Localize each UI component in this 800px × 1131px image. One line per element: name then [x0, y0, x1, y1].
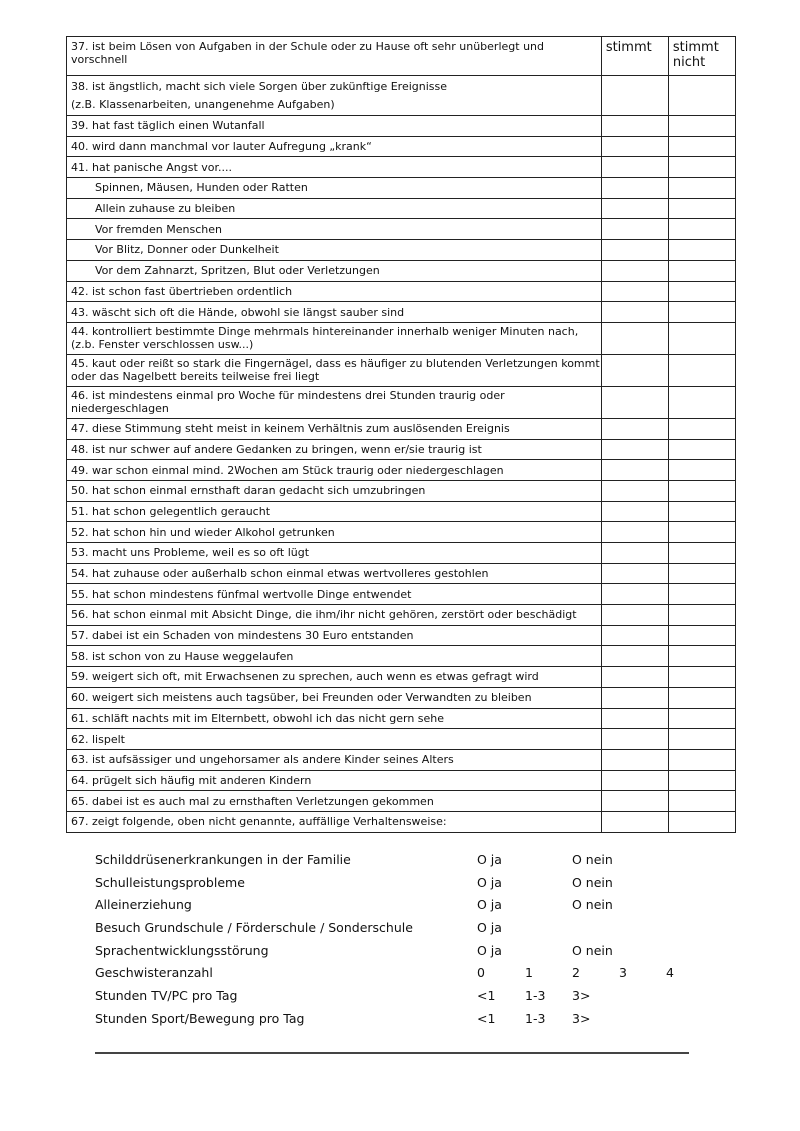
item-text: 58. ist schon von zu Hause weggelaufen	[67, 646, 602, 667]
questionnaire-table	[66, 36, 736, 833]
answer-cell-stimmt[interactable]	[601, 460, 668, 481]
info-option[interactable]: O ja	[477, 942, 502, 958]
answer-cell-stimmt[interactable]	[601, 76, 668, 116]
info-option[interactable]: 3>	[572, 1010, 591, 1026]
info-row	[95, 1009, 715, 1032]
item-text: 62. lispelt	[67, 729, 602, 750]
answer-cell-stimmt[interactable]	[601, 791, 668, 812]
sub-item-text: Vor fremden Menschen	[67, 219, 602, 240]
info-option[interactable]: O nein	[572, 897, 613, 913]
answer-cell-stimmt-nicht[interactable]	[668, 749, 735, 770]
table-row	[67, 281, 736, 302]
item-text-line: 38. ist ängstlich, macht sich viele Sorgen über zukünftige Ereignisse	[71, 79, 448, 93]
item-text-line: niedergeschlagen	[71, 402, 169, 416]
answer-cell-stimmt-nicht[interactable]	[668, 157, 735, 178]
answer-cell-stimmt-nicht[interactable]	[668, 543, 735, 564]
table-row	[67, 136, 736, 157]
answer-cell-stimmt[interactable]	[601, 302, 668, 323]
answer-cell-stimmt-nicht[interactable]	[668, 302, 735, 323]
answer-cell-stimmt-nicht[interactable]	[668, 480, 735, 501]
item-text: 42. ist schon fast übertrieben ordentlich	[67, 281, 602, 302]
answer-cell-stimmt-nicht[interactable]	[668, 605, 735, 626]
answer-cell-stimmt-nicht[interactable]	[668, 219, 735, 240]
info-option[interactable]: O nein	[572, 852, 613, 867]
item-text-line: 45. kaut oder reißt so stark die Fingernägel, dass es häufiger zu blutenden Verletzungen kommt	[71, 357, 600, 371]
answer-cell-stimmt-nicht[interactable]	[668, 439, 735, 460]
table-row	[67, 563, 736, 584]
info-row	[95, 850, 715, 873]
table-row	[67, 386, 736, 418]
info-label: Stunden TV/PC pro Tag	[95, 988, 238, 1004]
info-option[interactable]: 0	[477, 965, 485, 981]
answer-cell-stimmt-nicht[interactable]	[668, 386, 735, 418]
answer-cell-stimmt[interactable]	[601, 480, 668, 501]
answer-cell-stimmt-nicht[interactable]	[668, 811, 735, 832]
item-text: 50. hat schon einmal ernsthaft daran gedacht sich umzubringen	[67, 480, 602, 501]
info-row	[95, 873, 715, 896]
answer-cell-stimmt-nicht[interactable]	[668, 791, 735, 812]
table-row	[67, 687, 736, 708]
item-text: 51. hat schon gelegentlich geraucht	[67, 501, 602, 522]
table-row	[67, 625, 736, 646]
info-option[interactable]: O ja	[477, 920, 502, 936]
info-option[interactable]: O ja	[477, 852, 502, 867]
item-text	[67, 322, 602, 354]
info-row	[95, 895, 715, 918]
answer-cell-stimmt[interactable]	[601, 354, 668, 386]
info-option[interactable]: 4	[666, 965, 674, 981]
answer-cell-stimmt[interactable]	[601, 770, 668, 791]
answer-cell-stimmt-nicht[interactable]	[668, 198, 735, 219]
answer-cell-stimmt-nicht[interactable]	[668, 708, 735, 729]
sub-item-text: Allein zuhause zu bleiben	[67, 198, 602, 219]
item-text	[67, 386, 602, 418]
info-label: Geschwisteranzahl	[95, 965, 213, 981]
answer-cell-stimmt[interactable]	[601, 811, 668, 832]
answer-cell-stimmt-nicht[interactable]	[668, 646, 735, 667]
answer-cell-stimmt-nicht[interactable]	[668, 260, 735, 281]
table-row	[67, 178, 736, 199]
table-row	[67, 116, 736, 137]
item-text: 56. hat schon einmal mit Absicht Dinge, die ihm/ihr nicht gehören, zerstört oder beschädigt	[67, 605, 602, 626]
info-option[interactable]: 1	[525, 965, 533, 981]
answer-cell-stimmt-nicht[interactable]	[668, 136, 735, 157]
answer-cell-stimmt-nicht[interactable]	[668, 76, 735, 116]
item-text: 49. war schon einmal mind. 2Wochen am Stück traurig oder niedergeschlagen	[67, 460, 602, 481]
answer-cell-stimmt[interactable]	[601, 116, 668, 137]
table-row	[67, 811, 736, 832]
info-row	[95, 986, 715, 1009]
answer-cell-stimmt[interactable]	[601, 687, 668, 708]
column-header-stimmt: stimmt	[601, 37, 668, 76]
info-row	[95, 918, 715, 941]
answer-cell-stimmt-nicht[interactable]	[668, 322, 735, 354]
info-row	[95, 963, 715, 986]
answer-cell-stimmt[interactable]	[601, 260, 668, 281]
item-text: 53. macht uns Probleme, weil es so oft lügt	[67, 543, 602, 564]
sub-item-text: Spinnen, Mäusen, Hunden oder Ratten	[67, 178, 602, 199]
info-label: Stunden Sport/Bewegung pro Tag	[95, 1010, 305, 1026]
answer-cell-stimmt-nicht[interactable]	[668, 240, 735, 261]
answer-cell-stimmt[interactable]	[601, 322, 668, 354]
table-row	[67, 354, 736, 386]
info-label: Schulleistungsprobleme	[95, 874, 245, 890]
item-text: 55. hat schon mindestens fünfmal wertvolle Dinge entwendet	[67, 584, 602, 605]
info-option[interactable]: O ja	[477, 874, 502, 890]
answer-cell-stimmt[interactable]	[601, 646, 668, 667]
answer-cell-stimmt-nicht[interactable]	[668, 281, 735, 302]
item-text: 52. hat schon hin und wieder Alkohol getrunken	[67, 522, 602, 543]
item-text-line: 46. ist mindestens einmal pro Woche für mindestens drei Stunden traurig oder	[71, 389, 505, 403]
item-text: 59. weigert sich oft, mit Erwachsenen zu sprechen, auch wenn es etwas gefragt wird	[67, 667, 602, 688]
info-label: Alleinerziehung	[95, 897, 192, 913]
answer-cell-stimmt-nicht[interactable]	[668, 687, 735, 708]
info-option[interactable]: <1	[477, 1010, 496, 1026]
item-text: 54. hat zuhause oder außerhalb schon einmal etwas wertvolleres gestohlen	[67, 563, 602, 584]
info-option[interactable]: 1-3	[525, 988, 546, 1004]
answer-cell-stimmt[interactable]	[601, 136, 668, 157]
additional-info-section	[95, 850, 715, 1032]
item-text: 61. schläft nachts mit im Elternbett, obwohl ich das nicht gern sehe	[67, 708, 602, 729]
info-option[interactable]: O ja	[477, 897, 502, 913]
item-text-line: 44. kontrolliert bestimmte Dinge mehrmals hintereinander innerhalb weniger Minuten nach,	[71, 325, 579, 339]
answer-cell-stimmt[interactable]	[601, 522, 668, 543]
answer-cell-stimmt-nicht[interactable]	[668, 584, 735, 605]
answer-cell-stimmt[interactable]	[601, 708, 668, 729]
item-text: 37. ist beim Lösen von Aufgaben in der Schule oder zu Hause oft sehr unüberlegt und vorschnell	[67, 37, 602, 76]
table-row	[67, 501, 736, 522]
info-option[interactable]: 2	[572, 965, 580, 981]
item-text: 64. prügelt sich häufig mit anderen Kindern	[67, 770, 602, 791]
table-row	[67, 522, 736, 543]
info-option[interactable]: O nein	[572, 874, 613, 890]
answer-cell-stimmt[interactable]	[601, 584, 668, 605]
answer-cell-stimmt[interactable]	[601, 501, 668, 522]
answer-cell-stimmt[interactable]	[601, 605, 668, 626]
table-row	[67, 480, 736, 501]
column-header-stimmt-nicht: stimmt nicht	[668, 37, 735, 76]
info-option[interactable]: 3	[619, 965, 627, 981]
table-row	[67, 76, 736, 116]
table-row	[67, 439, 736, 460]
table-row	[67, 302, 736, 323]
answer-cell-stimmt[interactable]	[601, 198, 668, 219]
table-row	[67, 708, 736, 729]
table-row	[67, 543, 736, 564]
answer-cell-stimmt-nicht[interactable]	[668, 729, 735, 750]
signature-line	[95, 1052, 689, 1054]
info-option[interactable]: 3>	[572, 988, 591, 1004]
answer-cell-stimmt-nicht[interactable]	[668, 625, 735, 646]
item-text	[67, 76, 602, 116]
item-text: 63. ist aufsässiger und ungehorsamer als andere Kinder seines Alters	[67, 749, 602, 770]
info-label: Sprachentwicklungsstörung	[95, 942, 269, 958]
answer-cell-stimmt[interactable]	[601, 729, 668, 750]
item-text-line: oder das Nagelbett bereits teilweise frei liegt	[71, 370, 320, 384]
table-row	[67, 460, 736, 481]
table-row	[67, 584, 736, 605]
item-text	[67, 354, 602, 386]
answer-cell-stimmt[interactable]	[601, 563, 668, 584]
sub-item-text: Vor dem Zahnarzt, Spritzen, Blut oder Verletzungen	[67, 260, 602, 281]
table-row	[67, 418, 736, 439]
table-row	[67, 770, 736, 791]
answer-cell-stimmt-nicht[interactable]	[668, 667, 735, 688]
info-row	[95, 941, 715, 964]
info-label: Besuch Grundschule / Förderschule / Sonderschule	[95, 920, 413, 936]
table-row	[67, 219, 736, 240]
item-text: 43. wäscht sich oft die Hände, obwohl sie längst sauber sind	[67, 302, 602, 323]
answer-cell-stimmt[interactable]	[601, 178, 668, 199]
answer-cell-stimmt[interactable]	[601, 543, 668, 564]
answer-cell-stimmt[interactable]	[601, 281, 668, 302]
table-header-row	[67, 37, 736, 76]
sub-item-text: Vor Blitz, Donner oder Dunkelheit	[67, 240, 602, 261]
info-option[interactable]: 1-3	[525, 1010, 546, 1026]
answer-cell-stimmt[interactable]	[601, 240, 668, 261]
info-label: Schilddrüsenerkrankungen in der Familie	[95, 852, 351, 867]
table-row	[67, 667, 736, 688]
table-row	[67, 157, 736, 178]
table-row	[67, 198, 736, 219]
answer-cell-stimmt[interactable]	[601, 219, 668, 240]
answer-cell-stimmt-nicht[interactable]	[668, 522, 735, 543]
table-row	[67, 605, 736, 626]
answer-cell-stimmt-nicht[interactable]	[668, 770, 735, 791]
item-text: 41. hat panische Angst vor....	[67, 157, 602, 178]
table-row	[67, 749, 736, 770]
answer-cell-stimmt-nicht[interactable]	[668, 501, 735, 522]
answer-cell-stimmt[interactable]	[601, 625, 668, 646]
answer-cell-stimmt[interactable]	[601, 386, 668, 418]
answer-cell-stimmt-nicht[interactable]	[668, 418, 735, 439]
item-text: 39. hat fast täglich einen Wutanfall	[67, 116, 602, 137]
item-text: 67. zeigt folgende, oben nicht genannte, auffällige Verhaltensweise:	[67, 811, 602, 832]
info-option[interactable]: <1	[477, 988, 496, 1004]
answer-cell-stimmt[interactable]	[601, 667, 668, 688]
table-row	[67, 260, 736, 281]
answer-cell-stimmt[interactable]	[601, 749, 668, 770]
table-row	[67, 646, 736, 667]
answer-cell-stimmt-nicht[interactable]	[668, 563, 735, 584]
answer-cell-stimmt[interactable]	[601, 157, 668, 178]
item-text: 57. dabei ist ein Schaden von mindestens 30 Euro entstanden	[67, 625, 602, 646]
answer-cell-stimmt[interactable]	[601, 439, 668, 460]
item-text: 60. weigert sich meistens auch tagsüber, bei Freunden oder Verwandten zu bleiben	[67, 687, 602, 708]
table-row	[67, 322, 736, 354]
item-text-line: (z.b. Fenster verschlossen usw...)	[71, 338, 254, 352]
item-text-line: (z.B. Klassenarbeiten, unangenehme Aufgaben)	[71, 97, 335, 111]
item-text: 47. diese Stimmung steht meist in keinem Verhältnis zum auslösenden Ereignis	[67, 418, 602, 439]
answer-cell-stimmt-nicht[interactable]	[668, 178, 735, 199]
item-text: 40. wird dann manchmal vor lauter Aufregung „krank“	[67, 136, 602, 157]
answer-cell-stimmt-nicht[interactable]	[668, 116, 735, 137]
table-row	[67, 729, 736, 750]
item-text: 48. ist nur schwer auf andere Gedanken zu bringen, wenn er/sie traurig ist	[67, 439, 602, 460]
table-row	[67, 791, 736, 812]
table-row	[67, 240, 736, 261]
answer-cell-stimmt-nicht[interactable]	[668, 354, 735, 386]
info-option[interactable]: O nein	[572, 942, 613, 958]
item-text: 65. dabei ist es auch mal zu ernsthaften Verletzungen gekommen	[67, 791, 602, 812]
answer-cell-stimmt-nicht[interactable]	[668, 460, 735, 481]
answer-cell-stimmt[interactable]	[601, 418, 668, 439]
